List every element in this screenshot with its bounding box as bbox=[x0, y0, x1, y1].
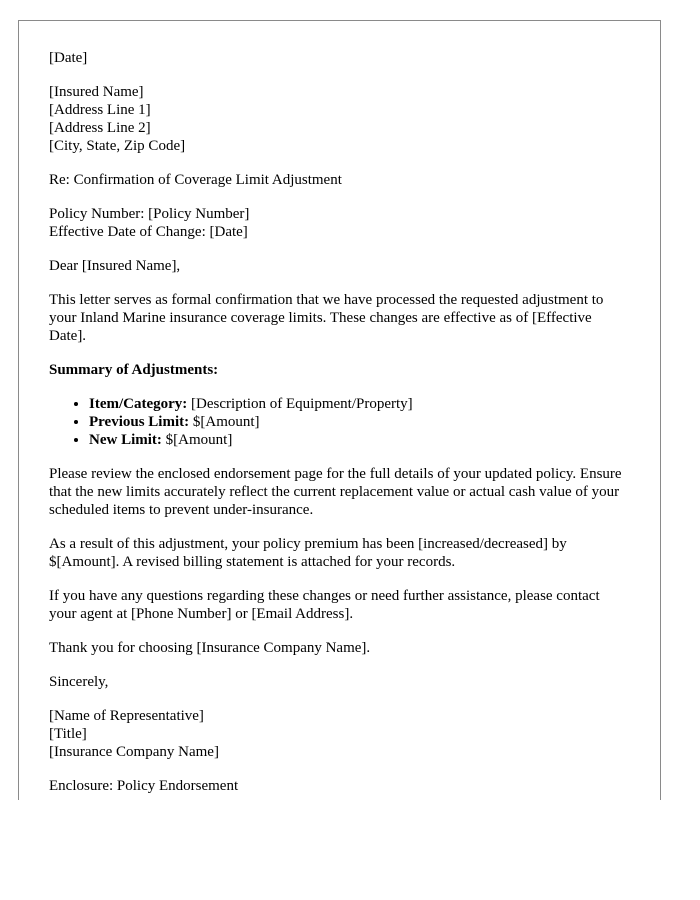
recipient-city-state-zip: [City, State, Zip Code] bbox=[49, 138, 186, 154]
summary-heading: Summary of Adjustments: bbox=[49, 362, 219, 378]
effective-date: Effective Date of Change: [Date] bbox=[49, 224, 248, 240]
date-block bbox=[49, 49, 630, 67]
contact-paragraph: If you have any questions regarding these changes or need further assistance, please contact your agent at [Phone Number] or [Email Address]. bbox=[49, 588, 600, 622]
adjustments-list bbox=[49, 395, 630, 449]
enclosure-block bbox=[49, 777, 630, 795]
signature-company: [Insurance Company Name] bbox=[49, 744, 219, 760]
closing-block bbox=[49, 673, 630, 691]
recipient-address-line-2: [Address Line 2] bbox=[49, 120, 151, 136]
enclosure-note: Enclosure: Policy Endorsement bbox=[49, 778, 239, 794]
policy-number: Policy Number: [Policy Number] bbox=[49, 206, 250, 222]
adjustment-label: Item/Category: bbox=[89, 396, 188, 412]
subject-block bbox=[49, 171, 630, 189]
thanks-paragraph: Thank you for choosing [Insurance Company Name]. bbox=[49, 640, 371, 656]
review-paragraph: Please review the enclosed endorsement page for the full details of your updated policy. Ensure that the new limits accurately reflect the current replacement value or actual cash value of your scheduled items to prevent under-insurance. bbox=[49, 466, 622, 518]
adjustment-value: [Description of Equipment/Property] bbox=[187, 396, 413, 412]
recipient-name: [Insured Name] bbox=[49, 84, 144, 100]
list-item bbox=[89, 395, 630, 413]
salutation: Dear [Insured Name], bbox=[49, 258, 181, 274]
list-item bbox=[89, 431, 630, 449]
signature-block bbox=[49, 707, 630, 761]
list-item bbox=[89, 413, 630, 431]
premium-paragraph: As a result of this adjustment, your policy premium has been [increased/decreased] by $[Amount]. A revised billing statement is attached for your records. bbox=[49, 536, 567, 570]
signature-title: [Title] bbox=[49, 726, 87, 742]
intro-paragraph: This letter serves as formal confirmation that we have processed the requested adjustment to your Inland Marine insurance coverage limits. These changes are effective as of [Effective Date]. bbox=[49, 292, 604, 344]
adjustment-label: New Limit: bbox=[89, 432, 162, 448]
recipient-address bbox=[49, 83, 630, 155]
policy-info bbox=[49, 205, 630, 241]
letter-date: [Date] bbox=[49, 50, 88, 66]
recipient-address-line-1: [Address Line 1] bbox=[49, 102, 151, 118]
adjustment-label: Previous Limit: bbox=[89, 414, 190, 430]
signature-name: [Name of Representative] bbox=[49, 708, 204, 724]
closing: Sincerely, bbox=[49, 674, 109, 690]
adjustment-value: $[Amount] bbox=[189, 414, 260, 430]
letter-page bbox=[18, 20, 661, 800]
adjustment-value: $[Amount] bbox=[161, 432, 233, 448]
salutation-block bbox=[49, 257, 630, 275]
subject-line: Re: Confirmation of Coverage Limit Adjustment bbox=[49, 172, 342, 188]
